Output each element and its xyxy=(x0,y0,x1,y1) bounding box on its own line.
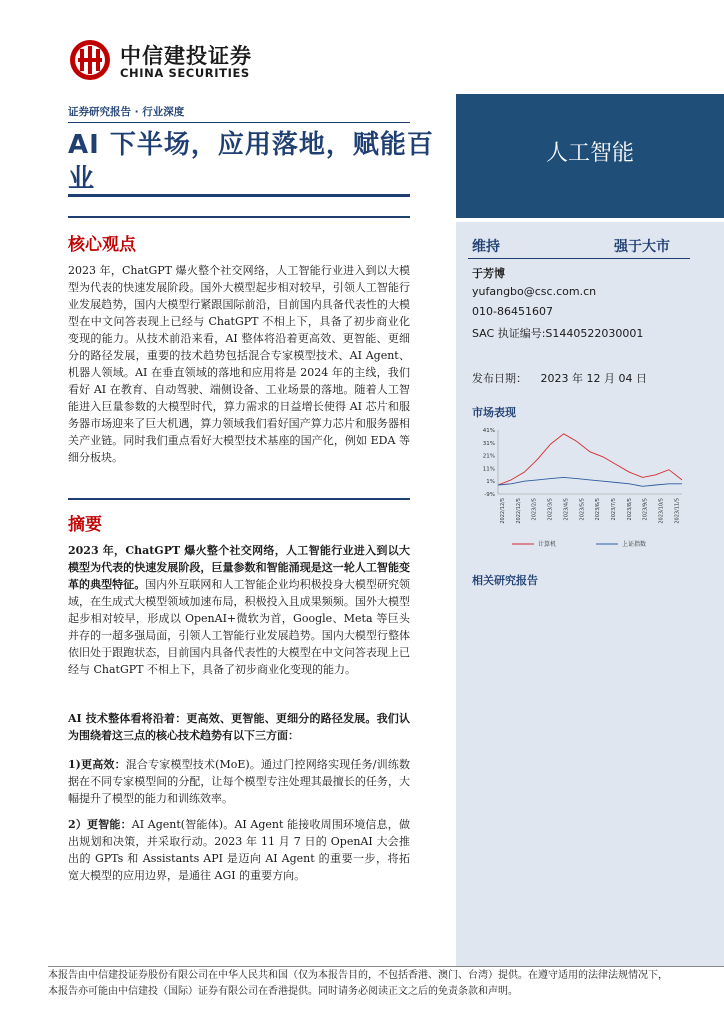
company-logo xyxy=(68,38,268,88)
industry-label: 人工智能 xyxy=(545,141,634,166)
x-tick-label: 2022/12/5 xyxy=(515,498,522,524)
footer-line-2: 本报告亦可能由中信建投（国际）证券有限公司在香港提供。同时请务必阅读正文之后的免责条款和声明。 xyxy=(48,986,518,997)
series-line-2 xyxy=(498,477,682,486)
trend-point-1-label: 1)更高效： xyxy=(68,758,126,771)
footer-disclaimer xyxy=(48,968,724,1000)
company-name-en: CHINA SECURITIES xyxy=(120,66,250,80)
breadcrumb: 证券研究报告 · 行业深度 xyxy=(68,106,185,118)
series-line-1 xyxy=(498,434,682,485)
x-tick-label: 2023/5/5 xyxy=(579,498,586,521)
x-tick-label: 2023/4/5 xyxy=(563,498,570,521)
core-section-divider xyxy=(68,216,410,218)
industry-banner xyxy=(456,94,724,218)
summary-text xyxy=(68,542,410,678)
company-name-cn: 中信建投证券 xyxy=(120,44,252,68)
publish-date-row xyxy=(472,370,647,386)
y-tick-label: 21% xyxy=(482,453,495,460)
trend-point-2-text: AI Agent(智能体)。AI Agent 能接收周围环境信息，做出规划和决策，并采取行动。2023 年 11 月 7 日的 OpenAI 大会推出的 GPTs 和 Assistants API 是迈向 AI Agent 的重要一步，将拓宽大模型的应用边界，是通往 AGI 的重要方向。 xyxy=(68,818,410,882)
summary-section-divider xyxy=(68,498,410,500)
market-performance-chart xyxy=(468,422,708,562)
page-title: AI 下半场，应用落地，赋能百业 xyxy=(68,130,434,194)
core-section-text: 2023 年，ChatGPT 爆火整个社交网络，人工智能行业进入到以大模型为代表的快速发展阶段。国外大模型起步相对较早，引领人工智能行业发展趋势，国内大模型行紧跟国际前沿，目前国内具备代表性的大模型在中文问答表现上已经与 ChatGPT 不相上下，具备了初步商业化变现的能力。从技术前沿来看，AI 整体将沿着更高效、更智能、更细分的路径发展，重要的技术趋势包括混合专家模型技术、AI Agent、机器人领域。AI 在垂直领域的落地和应用将是 2024 年的主线，我们看好 AI 在教育、自动驾驶、端侧设备、工业场景的落地。随着人工智能进入巨量参数的大模型时代，算力需求的日益增长使得 AI 芯片和服务器市场迎来了巨大机遇，算力领域我们看好国产算力芯片和服务器相关产业链。同时我们重点看好大模型技术基座的国产化，例如 EDA 等细分板块。 xyxy=(68,264,410,464)
y-tick-label: -9% xyxy=(484,492,495,498)
core-section-title: 核心观点 xyxy=(68,235,136,255)
legend-label: 上证指数 xyxy=(622,541,647,548)
x-tick-label: 2023/3/5 xyxy=(547,498,554,521)
trend-point-2 xyxy=(68,816,410,884)
title-divider xyxy=(68,194,410,197)
related-reports-title: 相关研究报告 xyxy=(472,574,538,587)
rating-divider xyxy=(468,258,690,259)
trend-point-1 xyxy=(68,756,410,807)
x-tick-label: 2023/11/5 xyxy=(674,498,681,524)
x-tick-label: 2023/6/5 xyxy=(595,498,602,521)
x-tick-label: 2023/2/5 xyxy=(531,498,538,521)
analyst-sac: SAC 执证编号:S1440522030001 xyxy=(472,327,644,340)
analyst-email[interactable]: yufangbo@csc.com.cn xyxy=(472,285,597,298)
analyst-name: 于芳博 xyxy=(472,267,505,280)
company-logo-mark-icon xyxy=(68,38,112,82)
footer-line-1: 本报告由中信建投证券股份有限公司在中华人民共和国（仅为本报告目的，不包括香港、澳门、台湾）提供。在遵守适用的法律法规情况下， xyxy=(48,970,668,981)
summary-section-title: 摘要 xyxy=(68,515,102,535)
rating-value: 强于大市 xyxy=(614,239,670,255)
trend-point-1-text: 混合专家模型技术(MoE)。通过门控网络实现任务/训练数据在不同专家模型间的分配，让每个模型专注处理其最擅长的任务，大幅提升了模型的能力和训练效率。 xyxy=(68,758,411,805)
x-tick-label: 2023/7/5 xyxy=(611,498,618,521)
analyst-phone: 010-86451607 xyxy=(472,305,553,318)
trend-point-2-label: 2）更智能： xyxy=(68,818,132,831)
rating-action: 维持 xyxy=(472,239,500,255)
y-tick-label: 41% xyxy=(482,428,495,434)
x-tick-label: 2023/8/5 xyxy=(626,498,633,521)
summary-body: 国内外互联网和人工智能企业均积极投身大模型研究领域，在生成式大模型领域加速布局，积极投入且成果频频。国外大模型起步相对较早，形成以 OpenAI+微软为首，Google、Meta 等巨头并存的一超多强局面，引领人工智能行业发展趋势。国内大模型行整体依旧处于跟跑状态，目前国内具备代表性的大模型在中文问答表现上已经与 ChatGPT 不相上下，具备了初步商业化变现的能力。 xyxy=(68,578,410,676)
market-performance-title: 市场表现 xyxy=(472,406,516,419)
legend-label: 计算机 xyxy=(538,541,557,548)
y-tick-label: 1% xyxy=(486,479,495,486)
footer-divider xyxy=(48,966,724,967)
y-tick-label: 11% xyxy=(482,466,495,473)
breadcrumb-divider xyxy=(68,122,410,123)
y-tick-label: 31% xyxy=(482,440,495,447)
publish-date-label: 发布日期： xyxy=(472,372,527,385)
x-tick-label: 2022/12/5 xyxy=(500,498,506,524)
publish-date: 2023 年 12 月 04 日 xyxy=(540,372,647,385)
x-tick-label: 2023/10/5 xyxy=(658,498,665,524)
summary-lead: 2023 年，ChatGPT 爆火整个社交网络，人工智能行业进入到以大模型为代表的快速发展阶段，巨量参数和智能涌现是这一轮人工智能变革的典型特征。 xyxy=(68,544,410,591)
x-tick-label: 2023/9/5 xyxy=(642,498,649,521)
tech-trend-heading: AI 技术整体看将沿着：更高效、更智能、更细分的路径发展。我们认为围绕着这三点的核心技术趋势有以下三方面： xyxy=(68,712,410,742)
